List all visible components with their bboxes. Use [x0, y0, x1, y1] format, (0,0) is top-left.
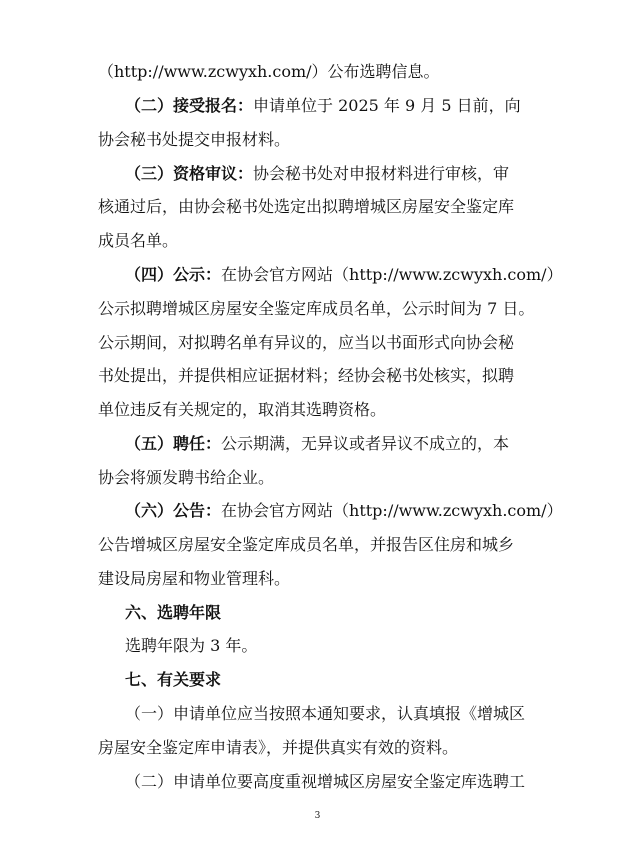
text-line: 公示期间，对拟聘名单有异议的，应当以书面形式向协会秘 — [98, 333, 515, 352]
text-line: 公告增城区房屋安全鉴定库成员名单，并报告区住房和城乡 — [98, 535, 515, 554]
text-line: 单位违反有关规定的，取消其选聘资格。 — [98, 400, 387, 419]
item-2-heading-line: （二）接受报名：申请单位于 2025 年 9 月 5 日前，向 — [125, 96, 521, 115]
text-line: （一）申请单位应当按照本通知要求，认真填报《增城区 — [125, 704, 526, 723]
text-line: 成员名单。 — [98, 231, 179, 250]
text-line: 公示拟聘增城区房屋安全鉴定库成员名单，公示时间为 7 日。 — [98, 299, 535, 318]
text-line: 核通过后，由协会秘书处选定出拟聘增城区房屋安全鉴定库 — [98, 197, 515, 216]
page-number: 3 — [314, 811, 321, 821]
text-line: 选聘年限为 3 年。 — [125, 636, 258, 655]
item-4-heading-line: （四）公示：在协会官方网站（http://www.zcwyxh.com/） — [125, 265, 563, 284]
text-line: （二）申请单位要高度重视增城区房屋安全鉴定库选聘工 — [125, 772, 526, 791]
section-6-heading: 六、选聘年限 — [125, 603, 222, 622]
text-line: 建设局房屋和物业管理科。 — [98, 569, 291, 588]
section-7-heading: 七、有关要求 — [125, 670, 222, 689]
item-3-heading-line: （三）资格审议：协会秘书处对申报材料进行审核，审 — [125, 164, 510, 183]
item-5-heading-line: （五）聘任：公示期满，无异议或者异议不成立的，本 — [125, 434, 510, 453]
text-line: 协会将颁发聘书给企业。 — [98, 468, 275, 487]
item-6-heading-line: （六）公告：在协会官方网站（http://www.zcwyxh.com/） — [125, 501, 563, 520]
text-line: 协会秘书处提交申报材料。 — [98, 130, 291, 149]
text-line: （http://www.zcwyxh.com/）公布选聘信息。 — [98, 62, 440, 81]
text-line: 房屋安全鉴定库申请表》，并提供真实有效的资料。 — [98, 738, 459, 757]
text-line: 书处提出，并提供相应证据材料；经协会秘书处核实，拟聘 — [98, 366, 515, 385]
